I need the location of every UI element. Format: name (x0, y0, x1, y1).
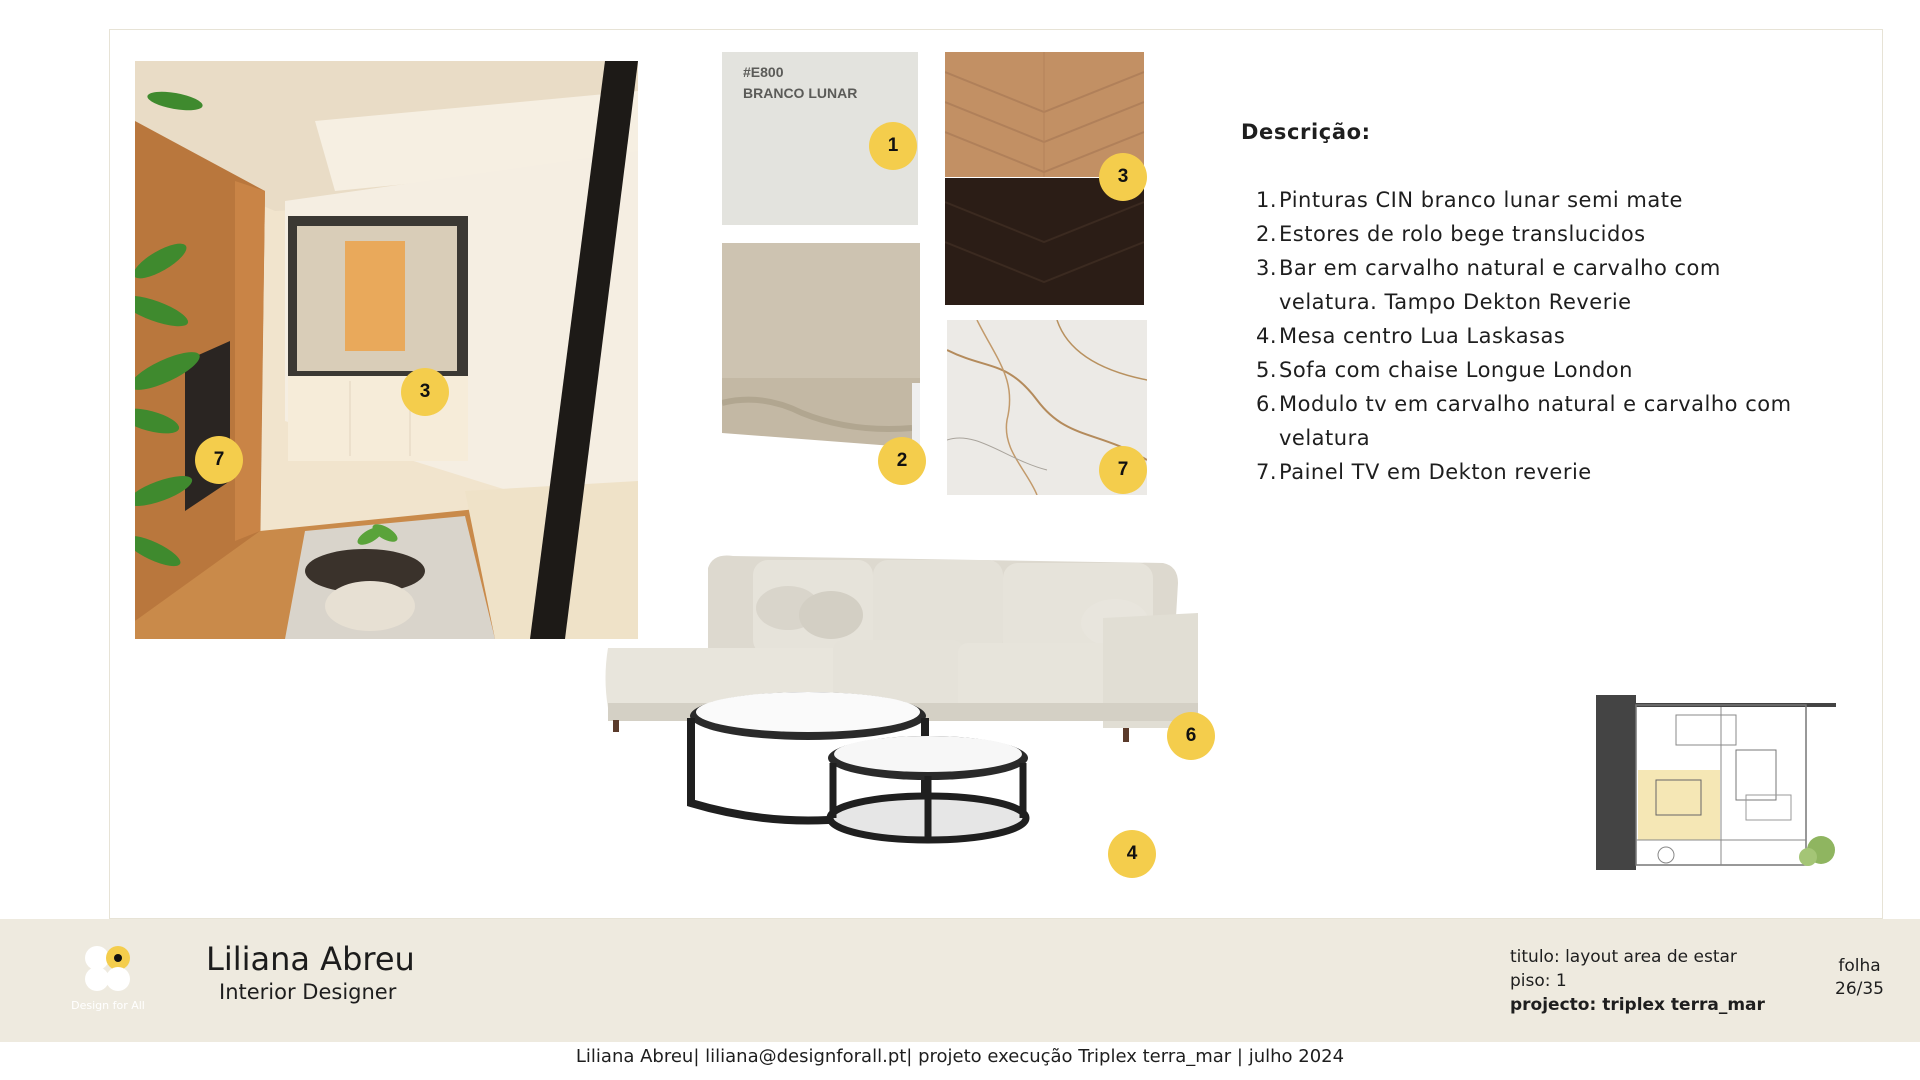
sofa-and-tables-image (603, 548, 1203, 853)
description-item: 4. Mesa centro Lua Laskasas (1255, 324, 1566, 348)
number-badge-2: 2 (878, 437, 926, 485)
sheet-info (1510, 945, 1765, 1017)
paint-code: #E800 (743, 64, 784, 80)
description-title: Descrição: (1241, 120, 1371, 144)
number-badge-7-marble: 7 (1099, 446, 1147, 494)
folha-label: folha (1838, 956, 1881, 976)
paint-name: BRANCO LUNAR (743, 85, 858, 101)
description-item: 5. Sofa com chaise Longue London (1255, 358, 1633, 382)
contact-line: Liliana Abreu| liliana@designforall.pt| projeto execução Triplex terra_mar | julho 2024 (575, 1046, 1345, 1067)
number-badge-3-wood: 3 (1099, 153, 1147, 201)
logo-text: Design for All (71, 999, 145, 1012)
designer-role: Interior Designer (219, 980, 397, 1004)
designer-name: Liliana Abreu (206, 940, 415, 978)
design-for-all-logo (66, 944, 150, 1016)
folha-value: 26/35 (1835, 979, 1884, 999)
description-item: 1. Pinturas CIN branco lunar semi mate (1255, 188, 1683, 212)
description-item: 7. Painel TV em Dekton reverie (1255, 460, 1592, 484)
description-item: 3. Bar em carvalho natural e carvalho com velatura. Tampo Dekton Reverie (1255, 256, 1721, 314)
description-item: 6. Modulo tv em carvalho natural e carvalho com velatura (1255, 392, 1792, 450)
floor-plan-thumbnail (1596, 695, 1844, 870)
sheet-titulo: titulo: layout area de estar (1510, 947, 1737, 967)
number-badge-4: 4 (1108, 830, 1156, 878)
number-badge-3-render: 3 (401, 368, 449, 416)
number-badge-7-render: 7 (195, 436, 243, 484)
sheet-number (1835, 955, 1884, 1001)
number-badge-1: 1 (869, 122, 917, 170)
description-item: 2. Estores de rolo bege translucidos (1255, 222, 1646, 246)
sheet-projecto: projecto: triplex terra_mar (1510, 995, 1765, 1015)
number-badge-6: 6 (1167, 712, 1215, 760)
sheet-piso: piso: 1 (1510, 971, 1567, 991)
description-list (1251, 183, 1821, 489)
living-room-render-image (135, 61, 638, 639)
roller-blind-swatch (722, 243, 920, 448)
